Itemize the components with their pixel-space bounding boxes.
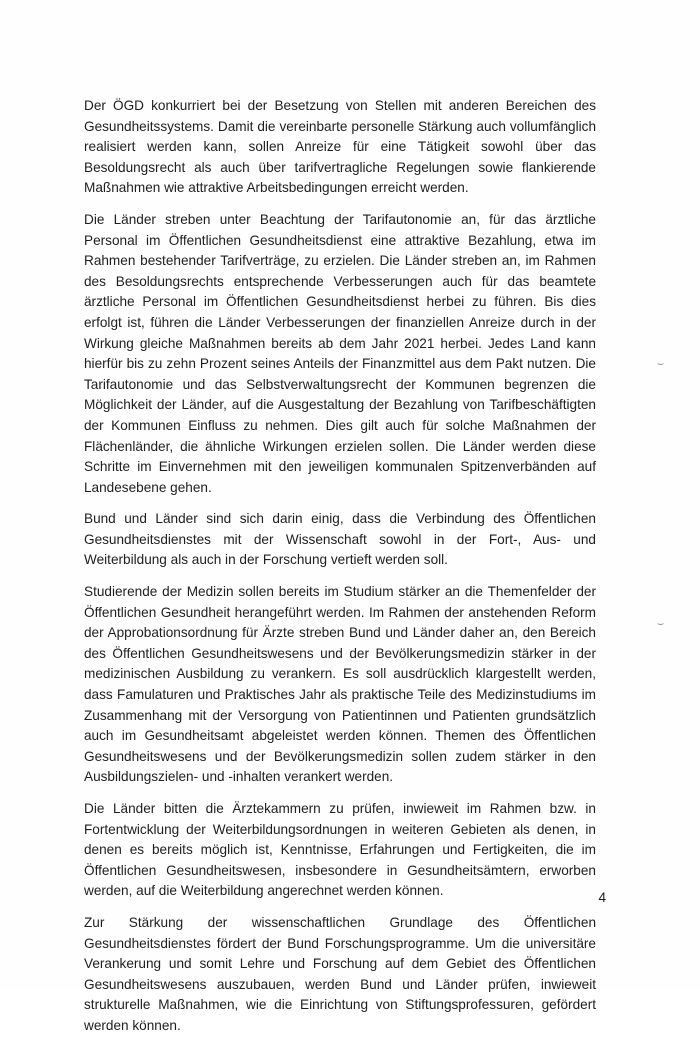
page-number: 4 bbox=[598, 890, 606, 905]
paragraph-3: Bund und Länder sind sich darin einig, dass die Verbindung des Öffentlichen Gesundheitsdienstes mit der Wissenschaft sowohl in der Fort-, Aus- und Weiterbildung als auch in der Forschung vertieft werden soll. bbox=[84, 511, 596, 568]
paragraph-1: Der ÖGD konkurriert bei der Besetzung von Stellen mit anderen Bereichen des Gesundheitssystems. Damit die vereinbarte personelle Stärkung auch vollumfänglich realisiert werden kann, sollen Anreize für eine Tätigkeit sowohl über das Besoldungsrecht als auch über tarifvertragliche Regelungen sowie flankierende Maßnahmen wie attraktive Arbeitsbedingungen erreicht werden. bbox=[84, 98, 596, 196]
paragraph-2: Die Länder streben unter Beachtung der Tarifautonomie an, für das ärztliche Personal im Öffentlichen Gesundheitsdienst eine attraktive Bezahlung, etwa im Rahmen bestehender Tarifverträge, zu erzielen. Die Länder streben an, im Rahmen des Besoldungsrechts entsprechende Verbesserungen auch für das beamtete ärztliche Personal im Öffentlichen Gesundheitsdienst herbei zu führen. Bis dies erfolgt ist, führen die Länder Verbesserungen der finanziellen Anreize durch in der Wirkung gleiche Maßnahmen bereits ab dem Jahr 2021 herbei. Jedes Land kann hierfür bis zu zehn Prozent seines Anteils der Finanzmittel aus dem Pakt nutzen. Die Tarifautonomie und das Selbstverwaltungsrecht der Kommunen begrenzen die Möglichkeit der Länder, auf die Ausgestaltung der Bezahlung von Tarifbeschäftigten der Kommunen Einfluss zu nehmen. Dies gilt auch für solche Maßnahmen der Flächenländer, die ähnliche Wirkungen erzielen sollen. Die Länder werden diese Schritte im Einvernehmen mit den jeweiligen kommunalen Spitzenverbänden auf Landesebene gehen. bbox=[84, 211, 596, 495]
margin-mark: ⌣ bbox=[657, 357, 665, 370]
margin-mark: ⌣ bbox=[657, 617, 665, 630]
paragraph-4: Studierende der Medizin sollen bereits im Studium stärker an die Themenfelder der Öffentlichen Gesundheit herangeführt werden. Im Rahmen der anstehenden Reform der Approbationsordnung für Ärzte streben Bund und Länder daher an, den Bereich des Öffentlichen Gesundheitswesens und der Bevölkerungsmedizin stärker in der medizinischen Ausbildung zu verankern. Es soll ausdrücklich klargestellt werden, dass Famulaturen und Praktisches Jahr als praktische Teile des Medizinstudiums im Zusammenhang mit der Versorgung von Patientinnen und Patienten grundsätzlich auch im Gesundheitsamt abgeleistet werden können. Themen des Öffentlichen Gesundheitswesens und der Bevölkerungsmedizin sollen zudem stärker in den Ausbildungszielen- und -inhalten verankert werden. bbox=[84, 584, 596, 785]
paragraph-5: Die Länder bitten die Ärztekammern zu prüfen, inwieweit im Rahmen bzw. in Fortentwicklung der Weiterbildungsordnungen in weiteren Gebieten als denen, in denen es bereits möglich ist, Kenntnisse, Erfahrungen und Fertigkeiten, die im Öffentlichen Gesundheitswesen, insbesondere in Gesundheitsämtern, erworben werden, auf die Weiterbildung angerechnet werden können. bbox=[84, 801, 596, 899]
body-text bbox=[84, 96, 596, 1048]
paragraph-6: Zur Stärkung der wissenschaftlichen Grundlage des Öffentlichen Gesundheitsdienstes fördert der Bund Forschungsprogramme. Um die universitäre Verankerung und somit Lehre und Forschung auf dem Gebiet des Öffentlichen Gesundheitswesens auszubauen, werden Bund und Länder prüfen, inwieweit strukturelle Maßnahmen, wie die Einrichtung von Stiftungsprofessuren, gefördert werden können. bbox=[84, 914, 596, 1033]
